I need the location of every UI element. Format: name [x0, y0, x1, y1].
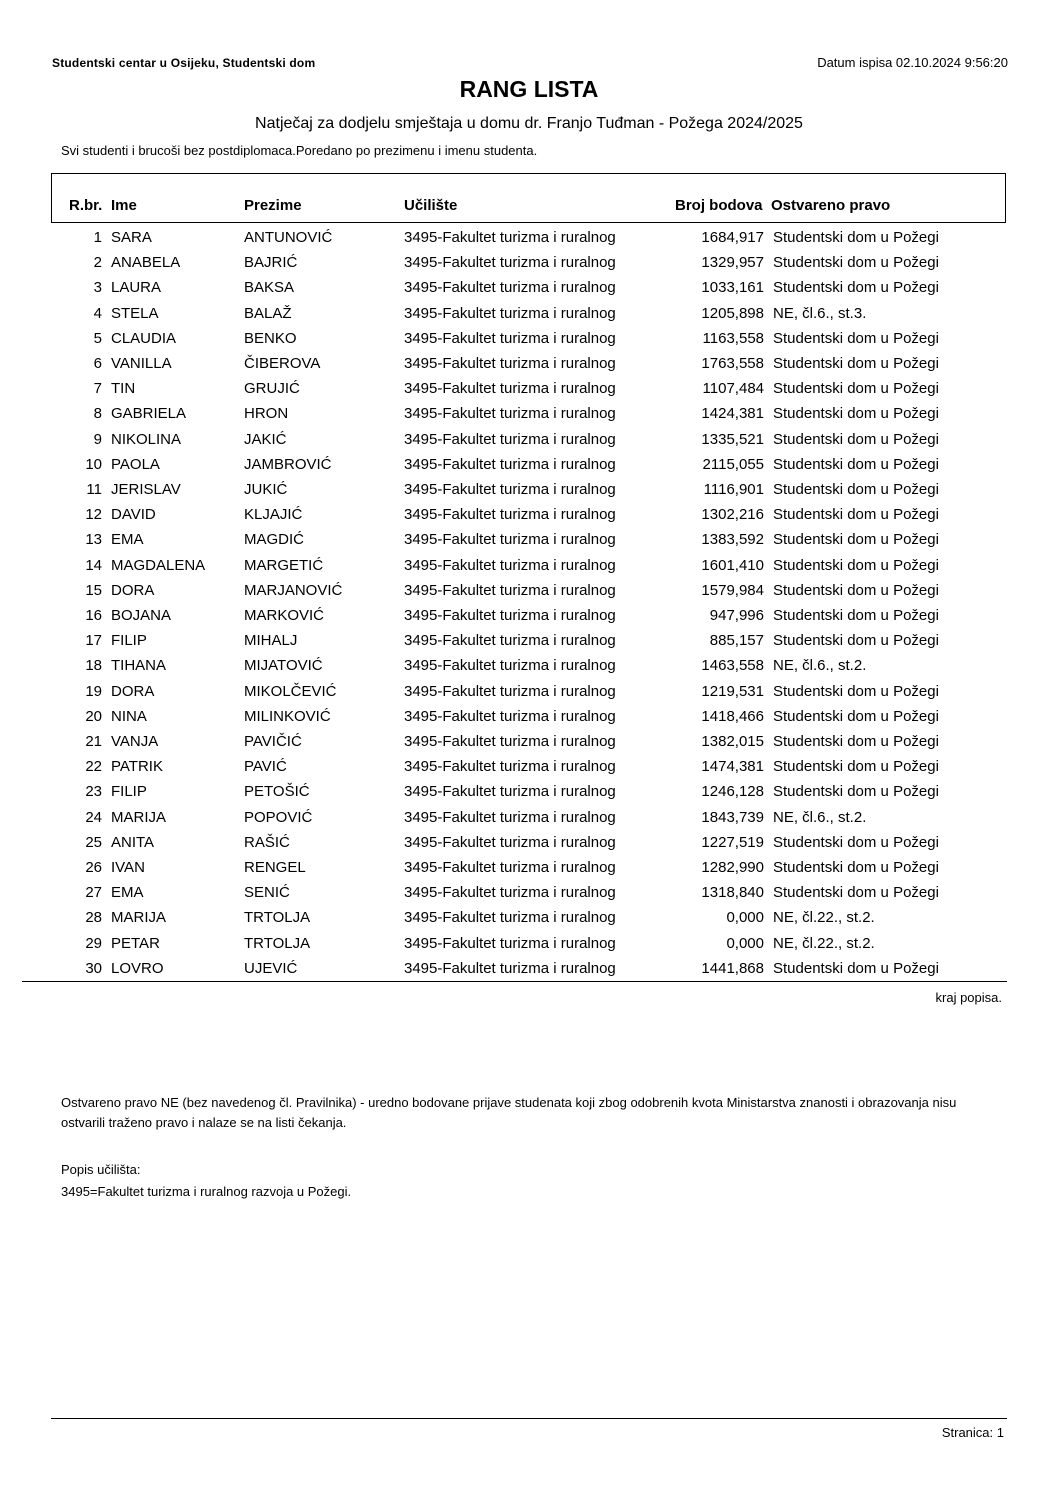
cell-uciliste: 3495-Fakultet turizma i ruralnog: [404, 733, 616, 750]
cell-pravo: Studentski dom u Požegi: [773, 859, 939, 876]
cell-rbr: 6: [93, 355, 102, 372]
cell-prezime: MARKOVIĆ: [244, 607, 325, 624]
cell-ime: PETAR: [111, 934, 160, 952]
table-row: [0, 380, 1058, 405]
cell-pravo: Studentski dom u Požegi: [773, 607, 939, 624]
cell-uciliste: 3495-Fakultet turizma i ruralnog: [404, 380, 616, 398]
cell-prezime: TRTOLJA: [244, 909, 311, 927]
cell-pravo: Studentski dom u Požegi: [773, 783, 939, 801]
cell-rbr: 11: [86, 481, 102, 498]
cell-bodovi: 1205,898: [701, 304, 764, 322]
cell-prezime: MAGDIĆ: [244, 531, 304, 549]
table-row: [0, 481, 1058, 506]
cell-bodovi: 0,000: [726, 934, 764, 952]
cell-prezime: JUKIĆ: [244, 481, 288, 498]
sort-note: Svi studenti i brucoši bez postdiplomaca.Poredano po prezimenu i imenu studenta.: [61, 143, 538, 158]
cell-uciliste: 3495-Fakultet turizma i ruralnog: [404, 607, 616, 624]
cell-pravo: Studentski dom u Požegi: [773, 682, 939, 700]
cell-bodovi: 1383,592: [701, 531, 764, 549]
cell-pravo: Studentski dom u Požegi: [773, 430, 939, 448]
cell-bodovi: 1382,015: [701, 733, 764, 750]
cell-rbr: 12: [85, 506, 102, 524]
cell-uciliste: 3495-Fakultet turizma i ruralnog: [404, 355, 616, 372]
cell-rbr: 1: [93, 229, 102, 246]
cell-bodovi: 947,996: [709, 607, 764, 624]
cell-uciliste: 3495-Fakultet turizma i ruralnog: [404, 481, 616, 498]
cell-ime: VANILLA: [111, 355, 172, 372]
cell-prezime: ANTUNOVIĆ: [244, 229, 333, 246]
cell-bodovi: 1441,868: [701, 959, 764, 977]
cell-pravo: Studentski dom u Požegi: [773, 632, 939, 650]
table-row: [0, 884, 1058, 909]
column-header-prezime: Prezime: [244, 197, 302, 214]
cell-rbr: 9: [93, 430, 102, 448]
table-row: [0, 254, 1058, 279]
cell-rbr: 28: [85, 909, 102, 927]
cell-pravo: NE, čl.6., st.2.: [773, 657, 867, 675]
document-title: RANG LISTA: [459, 76, 599, 102]
cell-pravo: Studentski dom u Požegi: [773, 733, 939, 750]
cell-bodovi: 1219,531: [701, 682, 764, 700]
cell-prezime: HRON: [244, 405, 289, 423]
cell-ime: MAGDALENA: [111, 556, 206, 574]
end-of-list-text: kraj popisa.: [935, 990, 1002, 1005]
cell-rbr: 22: [85, 758, 102, 776]
cell-rbr: 29: [85, 934, 102, 952]
cell-uciliste: 3495-Fakultet turizma i ruralnog: [404, 329, 616, 347]
page-number: Stranica: 1: [941, 1425, 1004, 1440]
cell-ime: DORA: [111, 581, 155, 599]
cell-pravo: Studentski dom u Požegi: [773, 329, 939, 347]
table-row: [0, 279, 1058, 304]
cell-uciliste: 3495-Fakultet turizma i ruralnog: [404, 884, 616, 902]
table-row: [0, 405, 1058, 430]
cell-uciliste: 3495-Fakultet turizma i ruralnog: [404, 279, 616, 297]
cell-ime: EMA: [111, 884, 144, 902]
cell-bodovi: 1474,381: [701, 758, 764, 776]
cell-prezime: BENKO: [244, 329, 297, 347]
cell-prezime: RENGEL: [244, 859, 306, 876]
cell-uciliste: 3495-Fakultet turizma i ruralnog: [404, 833, 616, 851]
cell-pravo: NE, čl.6., st.2.: [773, 808, 867, 826]
cell-uciliste: 3495-Fakultet turizma i ruralnog: [404, 934, 616, 952]
cell-rbr: 5: [93, 329, 102, 347]
cell-prezime: POPOVIĆ: [244, 808, 313, 826]
table-row: [0, 657, 1058, 682]
cell-bodovi: 1579,984: [701, 581, 764, 599]
cell-uciliste: 3495-Fakultet turizma i ruralnog: [404, 959, 616, 977]
table-row: [0, 683, 1058, 708]
table-row: [0, 935, 1058, 960]
cell-prezime: JAKIĆ: [244, 430, 287, 448]
cell-uciliste: 3495-Fakultet turizma i ruralnog: [404, 707, 616, 725]
cell-pravo: Studentski dom u Požegi: [773, 959, 939, 977]
cell-rbr: 4: [93, 304, 102, 322]
cell-uciliste: 3495-Fakultet turizma i ruralnog: [404, 254, 616, 272]
cell-ime: IVAN: [111, 859, 145, 876]
print-date: Datum ispisa 02.10.2024 9:56:20: [817, 55, 1008, 70]
column-header-rbr: R.br.: [69, 197, 103, 214]
cell-uciliste: 3495-Fakultet turizma i ruralnog: [404, 909, 616, 927]
cell-rbr: 23: [85, 783, 102, 801]
cell-ime: LOVRO: [111, 959, 164, 977]
cell-rbr: 16: [85, 607, 102, 624]
cell-prezime: PAVIĆ: [244, 758, 287, 776]
cell-pravo: Studentski dom u Požegi: [773, 556, 939, 574]
table-row: [0, 557, 1058, 582]
cell-pravo: NE, čl.22., st.2.: [773, 934, 875, 952]
cell-bodovi: 1116,901: [703, 481, 764, 498]
cell-uciliste: 3495-Fakultet turizma i ruralnog: [404, 632, 616, 650]
cell-bodovi: 1684,917: [701, 229, 764, 246]
cell-ime: PATRIK: [111, 758, 163, 776]
cell-ime: STELA: [111, 304, 159, 322]
table-row: [0, 330, 1058, 355]
cell-bodovi: 1282,990: [701, 859, 764, 876]
cell-pravo: Studentski dom u Požegi: [773, 884, 939, 902]
cell-uciliste: 3495-Fakultet turizma i ruralnog: [404, 229, 616, 246]
cell-rbr: 30: [85, 959, 102, 977]
cell-bodovi: 1424,381: [701, 405, 764, 423]
cell-bodovi: 1246,128: [701, 783, 764, 801]
cell-bodovi: 1318,840: [701, 884, 764, 902]
cell-uciliste: 3495-Fakultet turizma i ruralnog: [404, 531, 616, 549]
cell-rbr: 14: [85, 556, 102, 574]
cell-ime: LAURA: [111, 279, 162, 297]
cell-ime: FILIP: [111, 783, 147, 801]
cell-uciliste: 3495-Fakultet turizma i ruralnog: [404, 758, 616, 776]
table-bottom-divider: [22, 981, 1007, 982]
cell-pravo: Studentski dom u Požegi: [773, 380, 939, 398]
cell-bodovi: 0,000: [726, 909, 764, 927]
footer-divider: [51, 1418, 1007, 1419]
cell-prezime: PAVIČIĆ: [244, 733, 302, 750]
cell-rbr: 19: [85, 682, 102, 700]
cell-ime: PAOLA: [111, 455, 160, 473]
cell-ime: CLAUDIA: [111, 329, 177, 347]
cell-prezime: KLJAJIĆ: [244, 506, 303, 524]
table-row: [0, 431, 1058, 456]
cell-rbr: 13: [85, 531, 102, 549]
cell-prezime: BAKSA: [244, 279, 295, 297]
table-row: [0, 506, 1058, 531]
cell-prezime: BALAŽ: [244, 304, 292, 322]
cell-rbr: 3: [93, 279, 102, 297]
cell-uciliste: 3495-Fakultet turizma i ruralnog: [404, 808, 616, 826]
cell-rbr: 18: [85, 657, 102, 675]
cell-rbr: 10: [85, 455, 102, 473]
cell-prezime: GRUJIĆ: [244, 380, 300, 398]
table-row: [0, 708, 1058, 733]
table-row: [0, 582, 1058, 607]
cell-bodovi: 1463,558: [701, 657, 764, 675]
table-row: [0, 229, 1058, 254]
cell-ime: MARIJA: [111, 808, 167, 826]
document-subtitle: Natječaj za dodjelu smještaja u domu dr. Franjo Tuđman - Požega 2024/2025: [255, 115, 803, 132]
cell-ime: ANITA: [111, 833, 155, 851]
cell-ime: FILIP: [111, 632, 147, 650]
cell-ime: DAVID: [111, 506, 156, 524]
cell-uciliste: 3495-Fakultet turizma i ruralnog: [404, 859, 616, 876]
cell-prezime: ČIBEROVA: [244, 355, 321, 372]
cell-bodovi: 1335,521: [701, 430, 764, 448]
cell-bodovi: 1329,957: [701, 254, 764, 272]
cell-rbr: 20: [85, 707, 102, 725]
cell-ime: ANABELA: [111, 254, 181, 272]
cell-pravo: Studentski dom u Požegi: [773, 254, 939, 272]
cell-pravo: Studentski dom u Požegi: [773, 506, 939, 524]
institution-list-title: Popis učilišta:: [61, 1162, 141, 1177]
cell-prezime: BAJRIĆ: [244, 254, 298, 272]
cell-prezime: MILINKOVIĆ: [244, 707, 331, 725]
cell-pravo: Studentski dom u Požegi: [773, 581, 939, 599]
table-row: [0, 456, 1058, 481]
cell-uciliste: 3495-Fakultet turizma i ruralnog: [404, 581, 616, 599]
cell-ime: NINA: [111, 707, 147, 725]
cell-pravo: Studentski dom u Požegi: [773, 229, 939, 246]
cell-bodovi: 1763,558: [701, 355, 764, 372]
cell-bodovi: 2115,055: [702, 455, 764, 473]
cell-prezime: RAŠIĆ: [244, 833, 290, 851]
cell-ime: NIKOLINA: [111, 430, 182, 448]
cell-uciliste: 3495-Fakultet turizma i ruralnog: [404, 682, 616, 700]
cell-ime: EMA: [111, 531, 144, 549]
organization-name: Studentski centar u Osijeku, Studentski dom: [52, 56, 316, 70]
cell-pravo: Studentski dom u Požegi: [773, 279, 939, 297]
cell-rbr: 17: [85, 632, 102, 650]
cell-pravo: NE, čl.22., st.2.: [773, 909, 875, 927]
cell-uciliste: 3495-Fakultet turizma i ruralnog: [404, 556, 616, 574]
cell-prezime: PETOŠIĆ: [244, 783, 310, 801]
cell-prezime: TRTOLJA: [244, 934, 311, 952]
cell-ime: BOJANA: [111, 607, 172, 624]
table-row: [0, 355, 1058, 380]
cell-prezime: MARJANOVIĆ: [244, 581, 343, 599]
cell-uciliste: 3495-Fakultet turizma i ruralnog: [404, 405, 616, 423]
column-header-pravo: Ostvareno pravo: [771, 197, 891, 214]
cell-prezime: UJEVIĆ: [244, 959, 298, 977]
cell-bodovi: 1418,466: [701, 707, 764, 725]
cell-ime: VANJA: [111, 733, 159, 750]
cell-prezime: MIJATOVIĆ: [244, 657, 323, 675]
column-header-bodovi: Broj bodova: [675, 197, 763, 214]
cell-bodovi: 885,157: [709, 632, 764, 650]
cell-rbr: 26: [85, 859, 102, 876]
cell-bodovi: 1601,410: [701, 556, 764, 574]
cell-rbr: 27: [85, 884, 102, 902]
table-row: [0, 632, 1058, 657]
table-row: [0, 834, 1058, 859]
cell-uciliste: 3495-Fakultet turizma i ruralnog: [404, 657, 616, 675]
cell-bodovi: 1163,558: [702, 329, 764, 347]
cell-uciliste: 3495-Fakultet turizma i ruralnog: [404, 430, 616, 448]
cell-bodovi: 1033,161: [701, 279, 764, 297]
institution-list-item: 3495=Fakultet turizma i ruralnog razvoja u Požegi.: [61, 1184, 352, 1199]
explanation-paragraph: Ostvareno pravo NE (bez navedenog čl. Pravilnika) - uredno bodovane prijave studenata koji zbog odobrenih kvota Ministarstva znanosti i obrazovanja nisu ostvarili traženo pravo i nalaze se na listi čekanja.: [61, 1095, 957, 1130]
cell-pravo: NE, čl.6., st.3.: [773, 304, 867, 322]
cell-pravo: Studentski dom u Požegi: [773, 405, 939, 423]
table-row: [0, 859, 1058, 884]
cell-prezime: JAMBROVIĆ: [244, 455, 332, 473]
cell-prezime: MIHALJ: [244, 632, 298, 650]
cell-ime: SARA: [111, 229, 152, 246]
table-row: [0, 758, 1058, 783]
table-row: [0, 733, 1058, 758]
cell-prezime: MIKOLČEVIĆ: [244, 682, 337, 700]
cell-ime: DORA: [111, 682, 155, 700]
cell-uciliste: 3495-Fakultet turizma i ruralnog: [404, 455, 616, 473]
table-row: [0, 909, 1058, 934]
cell-uciliste: 3495-Fakultet turizma i ruralnog: [404, 506, 616, 524]
cell-rbr: 8: [93, 405, 102, 423]
cell-ime: TIHANA: [111, 657, 167, 675]
cell-ime: JERISLAV: [111, 481, 181, 498]
cell-prezime: MARGETIĆ: [244, 556, 324, 574]
cell-rbr: 21: [85, 733, 102, 750]
cell-bodovi: 1227,519: [701, 833, 764, 851]
cell-rbr: 15: [85, 581, 102, 599]
cell-pravo: Studentski dom u Požegi: [773, 455, 939, 473]
cell-rbr: 2: [93, 254, 102, 272]
cell-bodovi: 1302,216: [701, 506, 764, 524]
column-header-uciliste: Učilište: [404, 197, 458, 214]
cell-pravo: Studentski dom u Požegi: [773, 355, 939, 372]
column-header-ime: Ime: [111, 197, 137, 214]
cell-pravo: Studentski dom u Požegi: [773, 758, 939, 776]
cell-pravo: Studentski dom u Požegi: [773, 481, 939, 498]
cell-uciliste: 3495-Fakultet turizma i ruralnog: [404, 783, 616, 801]
cell-ime: MARIJA: [111, 909, 167, 927]
cell-uciliste: 3495-Fakultet turizma i ruralnog: [404, 304, 616, 322]
cell-prezime: SENIĆ: [244, 884, 290, 902]
table-row: [0, 305, 1058, 330]
cell-rbr: 7: [93, 380, 102, 398]
cell-ime: GABRIELA: [111, 405, 187, 423]
table-row: [0, 783, 1058, 808]
cell-rbr: 25: [85, 833, 102, 851]
cell-ime: TIN: [111, 380, 136, 398]
cell-bodovi: 1843,739: [701, 808, 764, 826]
table-row: [0, 607, 1058, 632]
cell-pravo: Studentski dom u Požegi: [773, 833, 939, 851]
table-row: [0, 809, 1058, 834]
cell-bodovi: 1107,484: [702, 380, 764, 398]
cell-pravo: Studentski dom u Požegi: [773, 531, 939, 549]
cell-rbr: 24: [85, 808, 102, 826]
cell-pravo: Studentski dom u Požegi: [773, 707, 939, 725]
table-row: [0, 531, 1058, 556]
